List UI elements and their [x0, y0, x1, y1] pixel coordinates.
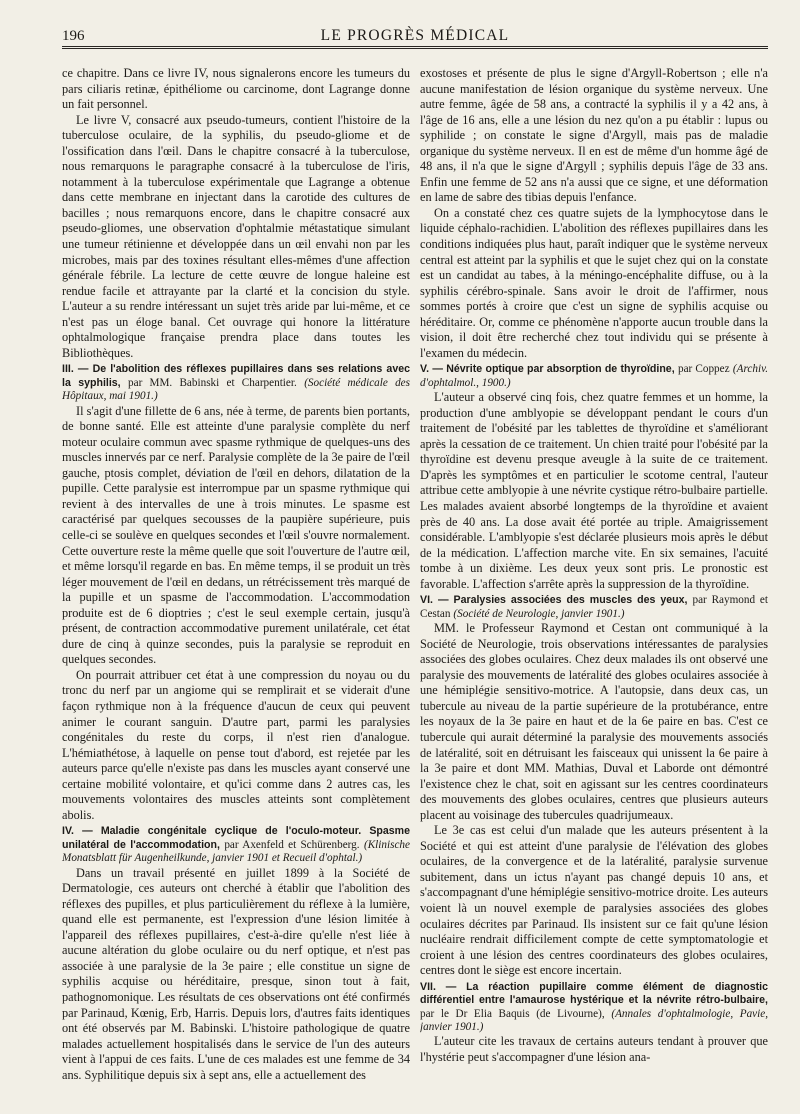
- section-source: (Archiv. d'ophtalmol., 1900.): [420, 363, 768, 389]
- page: [62, 22, 768, 1106]
- section-title: — Paralysies associées des muscles des yeux,: [437, 594, 688, 607]
- page-header: [62, 22, 768, 49]
- section-number: III.: [62, 363, 74, 376]
- section-heading-iv: [62, 825, 410, 865]
- page-number: 196: [62, 28, 85, 44]
- section-title: — De l'abolition des réflexes pupillaires dans ses relations avec la syphilis,: [62, 363, 410, 389]
- section-number: VII.: [420, 980, 436, 993]
- section-authors: par MM. Babinski et Charpentier.: [128, 376, 297, 389]
- section-heading-vi: [420, 594, 768, 621]
- section-authors: par le Dr Elia Baquis (de Livourne),: [420, 1007, 605, 1020]
- paragraph: Il s'agit d'une fillette de 6 ans, née à terme, de parents bien portants, de bonne santé. Elle est atteinte d'une paralysie complète du nerf moteur oculaire commun avec spasme rythmique de quelques-uns des muscles innervés par ce nerf. Paralysie complète de la 3e paire de l'œil gauche, ptosis complet, déviation de l'œil en dehors, dilatation de la pupille. Cette paralysie est interrompue par un spasme rythmique qui revient à des intervalles de une à trois minutes. Le spasme est caractérisé par quelques secousses de la paupière supérieure, puis celle-ci se soulève en quelques secondes et l'œil s'ouvre normalement. Cette ouverture reste la même quelle que soit l'ouverture de l'autre œil, et même lorsqu'il regarde en bas. En même temps, il se produit un très léger mouvement de l'œil en dedans, un rétrécissement très marqué de la pupille et un spasme de l'accommodation. L'accommodation produite est de 6 dioptries ; c'est le seul exemple certain, jusqu'à présent, de contraction accommodative purement unilatérale, cet état dure de cinq à quinze secondes, puis la paralysie se reproduit en quelques secondes.: [62, 403, 410, 667]
- paragraph: Dans un travail présenté en juillet 1899 à la Société de Dermatologie, ces auteurs ont cherché à établir que l'abolition des réflexes des pupilles, et plus particulièrement du réflexe à la lumière, quand elle est permanente, est l'expression d'une lésion limitée à l'appareil des réflexes pupillaires, c'est-à-dire qu'elle n'est liée à aucune altération du globe oculaire ou du nerf optique, et n'est pas associée à une paralysie de la 3e paire ; elle constitue un signe de syphilis acquise ou héréditaire, presque, sinon tout à fait, pathognomonique. Les résultats de ces observations ont été confirmés par Parinaud, Kœnig, Erb, Harris. Depuis lors, d'autres faits identiques ont été observés par M. Babinski. L'histoire pathologique de quatre malades actuellement hospitalisés dans le service de l'un des auteurs vient à l'appui de ces faits. L'une de ces malades est une femme de 34 ans. Syphilitique depuis six à sept ans, elle a actuellement des: [62, 865, 410, 1082]
- paragraph: L'auteur cite les travaux de certains auteurs tendant à prouver que l'hystérie peut s'accompagner d'une lésion ana-: [420, 1034, 768, 1064]
- left-column: [62, 66, 410, 1106]
- running-title: LE PROGRÈS MÉDICAL: [320, 27, 510, 44]
- section-number: VI.: [420, 594, 433, 607]
- section-source: (Société de Neurologie, janvier 1901.): [453, 607, 625, 620]
- section-source: (Société médicale des Hôpitaux, mai 1901.): [62, 376, 410, 403]
- paragraph: MM. le Professeur Raymond et Cestan ont communiqué à la Société de Neurologie, trois observations intéressantes de paralysies associées des globes oculaires. Chez deux malades ils ont observé une paralysie des mouvements de latéralité des globes oculaires associée à une hémiplégie sensitivo-motrice. A l'autopsie, dans deux cas, un tubercule au niveau de la partie supérieure de la protubérance, entre les noyaux de la 3e paire en haut et de la 6e paire en bas. C'est ce tubercule qui aurait déterminé la paralysie des mouvements associés de latéralité, soit en détruisant les faisceaux qui unissent la 6e paire à la 3e paire et dont MM. Mathias, Duval et Laborde ont démontré l'existence chez le chat, soit en agissant sur les centres coordinateurs des mouvements des globes oculaires, centres que plusieurs auteurs placent au voisinage des tubercules quadrijumeaux.: [420, 621, 768, 822]
- section-number: IV.: [62, 825, 74, 838]
- section-heading-iii: [62, 363, 410, 403]
- section-title: — La réaction pupillaire comme élément de diagnostic différentiel entre l'amaurose hystérique et la névrite rétro-bulbaire,: [420, 980, 768, 1007]
- paragraph: Le livre V, consacré aux pseudo-tumeurs, contient l'histoire de la tuberculose oculaire, de la syphilis, du pseudo-gliome et de l'ossification dans l'œil. Dans le chapitre consacré à la tuberculose, nous remarquons le paragraphe consacré à la tuberculose de l'iris, notamment à la tuberculose expérimentale que Lagrange a obtenue dans cette membrane en injectant dans la carotide des cultures de bacilles ; nous remarquons encore, dans le chapitre consacré aux pseudo-gliomes, une observation d'ophtalmie métastatique simulant une tumeur rétinienne et développée dans un œil envahi non par les microbes, mais par des toxines résultant elles-mêmes d'une affection générale fébrile. La lecture de cette œuvre de longue haleine est rendue facile et attrayante par la clarté et la concision du style. L'auteur a su rendre intéressant un sujet très aride par lui-même, et ce n'est pas un éloge banal. Cet ouvrage qui honore la littérature ophtalmologique française prendra place dans toutes les Bibliothèques.: [62, 112, 410, 360]
- two-column-body: [62, 66, 768, 1106]
- paragraph: On pourrait attribuer cet état à une compression du noyau ou du tronc du nerf par un angiome qui se remplirait et se viderait d'une façon rythmique non à la fréquence d'aucun de ceux qui peuvent animer le courant sanguin. D'autre part, parmi les paralysies congénitales du reste du corps, il n'est rien d'analogue. L'hémiathétose, à laquelle on pense tout d'abord, est rejetée par les auteurs parce qu'elle n'existe pas dans les muscles ayant conservé une certaine mobilité volontaire, et qu'ici comme dans 2 autres cas, les mouvements volontaires des muscles atteints sont complètement abolis.: [62, 667, 410, 822]
- section-source: (Annales d'ophtalmologie, Pavie, janvier 1901.): [420, 1007, 768, 1033]
- section-authors: par Coppez: [677, 363, 730, 376]
- right-column: [420, 66, 768, 1106]
- paragraph: ce chapitre. Dans ce livre IV, nous signalerons encore les tumeurs du pars ciliaris retinæ, épithéliome ou carcinome, dont Lagrange donne un fait personnel.: [62, 66, 410, 112]
- section-authors: par Axenfeld et Schürenberg.: [224, 838, 360, 851]
- paragraph: L'auteur a observé cinq fois, chez quatre femmes et un homme, la production d'une amblyopie se développant pendant le cours d'un traitement de l'obésité par les tablettes de thyroïdine et s'améliorant après la cessation de ce traitement. Un chien traité pour l'obésité par la thyroïdine est devenu presque aveugle à la suite de ce traitement. D'après les symptômes et en particulier le scotome central, l'auteur attribue cette amblyopie à une névrite cystique rétro-bulbaire partielle. Les malades avaient absorbé longtemps de la thyroïdine et avaient près de 40 ans. La dose avait été portée au triple. Amaigrissement considérable. L'amblyopie s'est déclarée plusieurs mois après le début de la médication. L'affection marche vite. En six semaines, l'acuité tombe à un dixième. Les deux yeux sont pris. Le pronostic est favorable. L'affection s'arrête après la suppression de la thyroïdine.: [420, 390, 768, 591]
- section-title: — Névrite optique par absorption de thyroïdine,: [432, 363, 675, 376]
- section-title: — Maladie congénitale cyclique de l'oculo-moteur. Spasme unilatéral de l'accommodation,: [62, 825, 410, 851]
- section-source: (Klinische Monatsblatt für Augenheilkunde, janvier 1901 et Recueil d'ophtal.): [62, 838, 410, 865]
- paragraph: Le 3e cas est celui d'un malade que les auteurs présentent à la Société et qui est atteint d'une paralysie de l'élévation des globes oculaires, de la convergence et de la latéralité, paralysie survenue subitement, dans un ictus n'ayant pas changé depuis 10 ans, et s'accompagnant d'une hémiplégie sensitivo-motrice droite. Les auteurs voient là un nouvel exemple de paralysies associées des globes oculaires décrites par Parinaud. Ils insistent sur ce fait qu'une lésion nucléaire rendrait difficilement compte de cette symptomatologie et croient à une lésion des centres coordinateurs des globes oculaires, centres dont le siège est encore incertain.: [420, 823, 768, 978]
- paragraph: exostoses et présente de plus le signe d'Argyll-Robertson ; elle n'a aucune manifestation de lésion organique du système nerveux. Une autre femme, âgée de 58 ans, a contracté la syphilis il y a 42 ans, à l'âge de 16 ans, elle a une lésion du nez qu'on a pu établir : lupus ou syphilide ; on constate le signe d'Argyll, mais pas de maladie organique du système nerveux. Il en est de même d'un homme âgé de 48 ans, il n'a que le signe d'Argyll ; syphilis depuis l'âge de 33 ans. Enfin une femme de 52 ans n'a aussi que ce signe, et une déformation en lame de sabre des tibias depuis l'enfance.: [420, 66, 768, 205]
- paragraph: On a constaté chez ces quatre sujets de la lymphocytose dans le liquide céphalo-rachidien. L'abolition des réflexes pupillaires dans les conditions indiquées plus haut, paraît indiquer que le système nerveux central est atteint par la syphilis et que le sujet chez qui on la constate est un candidat au tabes, à la méningo-encéphalite diffuse, ou à la syphilis cérébro-spinale. Sans avoir le droit de l'affirmer, nous sommes portés à croire que c'est un signe de syphilis acquise ou héréditaire. Or, comme ce phénomène n'apporte aucun trouble dans la vision, il doit être recherché chez tout individu qui se présente à l'examen du médecin.: [420, 205, 768, 360]
- section-heading-v: [420, 363, 768, 390]
- section-authors: par Raymond et Cestan: [420, 594, 768, 620]
- section-heading-vii: [420, 981, 768, 1035]
- section-number: V.: [420, 363, 430, 376]
